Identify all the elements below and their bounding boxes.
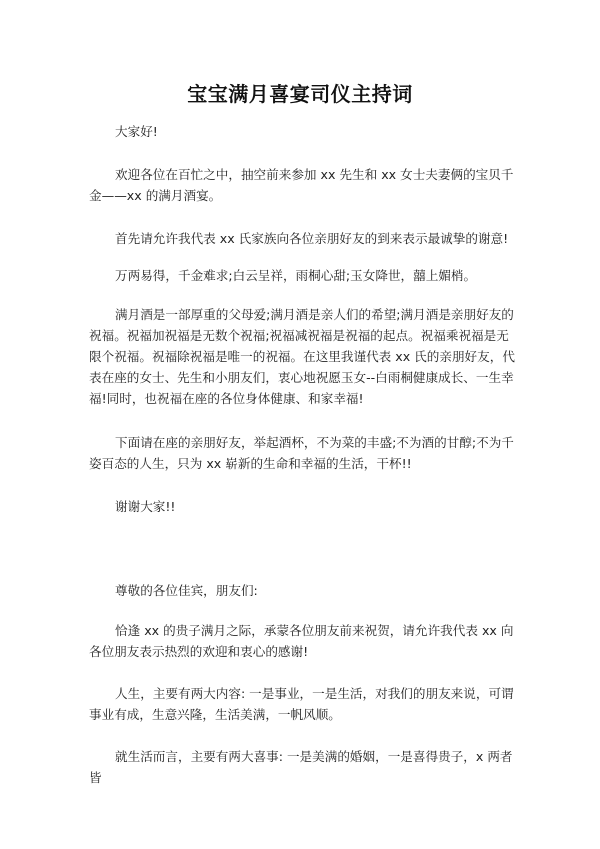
paragraph-welcome-guests: 恰逢 xx 的贵子满月之际，承蒙各位朋友前来祝贺，请允许我代表 xx 向各位朋友表示热烈的欢迎和衷心的感谢! bbox=[89, 623, 514, 659]
paragraph-toast: 下面请在座的亲朋好友，举起酒杯，不为菜的丰盛;不为酒的甘醇;不为千姿百态的人生，只为 xx 崭新的生命和幸福的生活，干杯!! bbox=[89, 435, 514, 471]
paragraph-greeting: 大家好! bbox=[115, 124, 158, 139]
document-title: 宝宝满月喜宴司仪主持词 bbox=[187, 82, 413, 106]
paragraph-manyue-wishes: 满月酒是一部厚重的父母爱;满月酒是亲人们的希望;满月酒是亲朋好友的祝福。祝福加祝福是无数个祝福;祝福减祝福是祝福的起点。祝福乘祝福是无限个祝福。祝福除祝福是唯一的祝福。在这里我谨代表 xx 氏的亲朋好友，代表在座的女士、先生和小朋友们，衷心地祝愿玉女--白雨桐健康成长、一生幸福!同时，也祝福在座的各位身体健康、和家幸福! bbox=[89, 307, 515, 406]
paragraph-life: 人生，主要有两大内容: 一是事业，一是生活，对我们的朋友来说，可谓事业有成，生意兴隆，生活美满，一帆风顺。 bbox=[89, 686, 514, 722]
paragraph-thank-you: 谢谢大家!! bbox=[115, 499, 176, 514]
paragraph-blessing-verse: 万两易得，千金难求;白云呈祥，雨桐心甜;玉女降世，囍上媚梢。 bbox=[115, 268, 477, 283]
paragraph-address: 尊敬的各位佳宾，朋友们: bbox=[115, 583, 258, 598]
paragraph-happy-events: 就生活而言，主要有两大喜事: 一是美满的婚姻，一是喜得贵子，x 两者皆 bbox=[89, 749, 513, 785]
paragraph-welcome: 欢迎各位在百忙之中，抽空前来参加 xx 先生和 xx 女士夫妻俩的宝贝千金——xx 的满月酒宴。 bbox=[89, 167, 514, 203]
paragraph-thanks: 首先请允许我代表 xx 氏家族向各位亲朋好友的到来表示最诚挚的谢意! bbox=[115, 231, 509, 246]
